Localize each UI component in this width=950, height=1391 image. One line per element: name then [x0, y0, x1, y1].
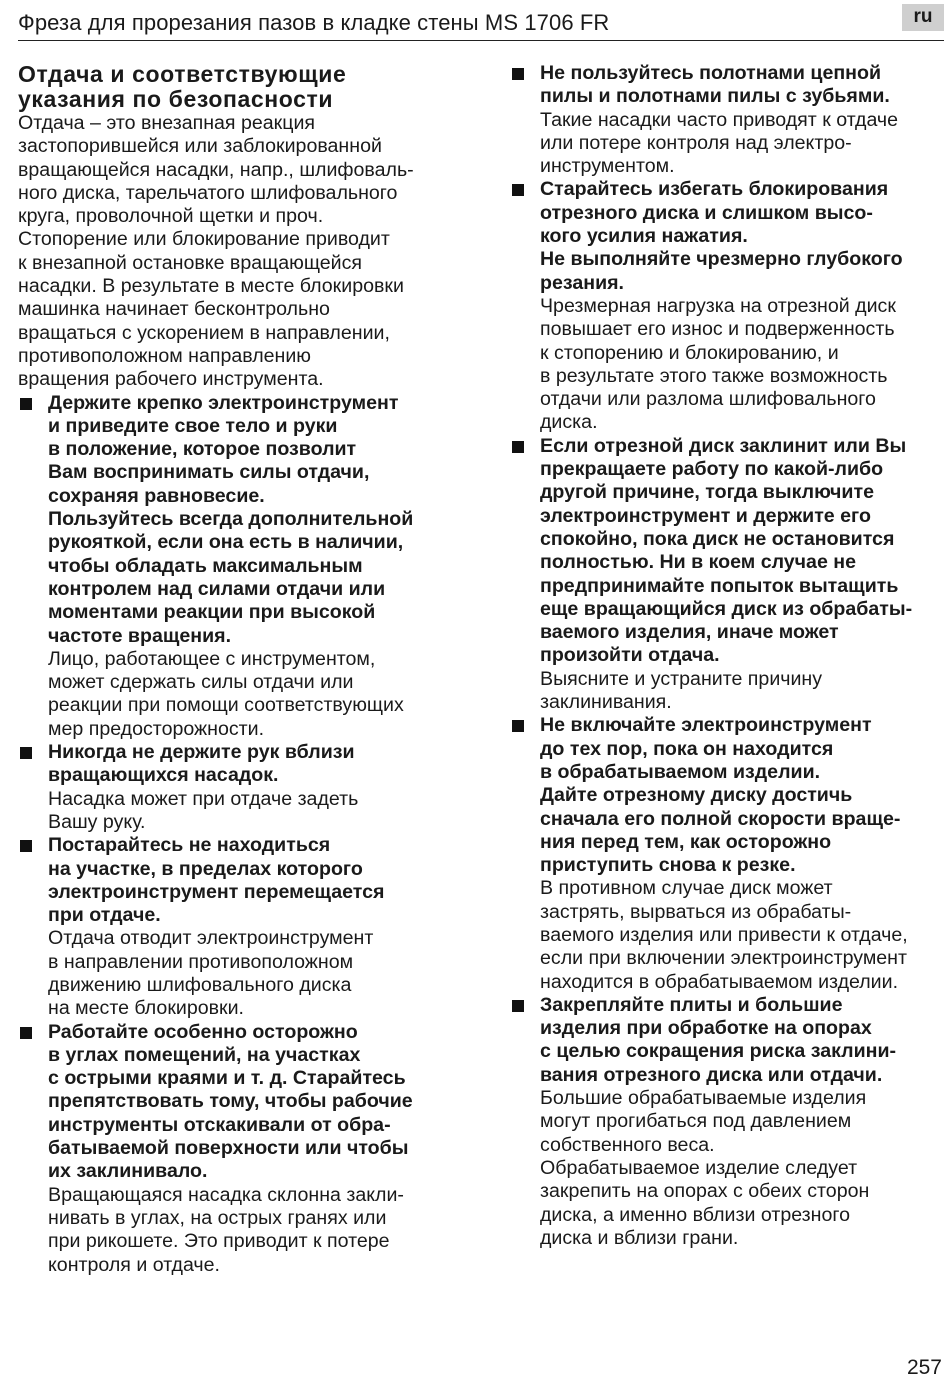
warning-line: пилы и полотнами пилы с зубьями.: [540, 85, 890, 108]
square-bullet-icon: [20, 747, 32, 759]
warning-line: прекращаете работу по какой-либо: [540, 458, 884, 481]
explanation-line: в результате этого также возможность: [540, 364, 888, 387]
warning-line: до тех пор, пока он находится: [540, 737, 834, 760]
safety-item: [510, 994, 948, 1250]
explanation-line: в направлении противоположном: [48, 950, 354, 973]
explanation-line: может сдержать силы отдачи или: [48, 671, 354, 694]
warning-line: Если отрезной диск заклинит или Вы: [540, 434, 907, 457]
warning-line: с острыми краями и т. д. Старайтесь: [48, 1067, 406, 1090]
warning-line: Вам воспринимать силы отдачи,: [48, 461, 370, 484]
warning-line: препятствовать тому, чтобы рабочие: [48, 1090, 413, 1113]
section-title-line: Отдача и соответствующие: [18, 61, 347, 87]
explanation-line: отдачи или разлома шлифовального: [540, 388, 876, 411]
explanation-line: инструментом.: [540, 155, 675, 178]
explanation-line: мер предосторожности.: [48, 717, 265, 740]
warning-line: Постарайтесь не находиться: [48, 834, 331, 857]
explanation-line: реакции при помощи соответствующих: [48, 694, 404, 717]
warning-line: их заклинивало.: [48, 1160, 208, 1183]
warning-line: электроинструмент и держите его: [540, 504, 871, 527]
explanation-line: могут прогибаться под давлением: [540, 1110, 852, 1133]
intro-line: к внезапной остановке вращающейся: [18, 251, 362, 274]
explanation-line: повышает его износ и подверженность: [540, 318, 895, 341]
explanation-line: диска и вблизи грани.: [540, 1226, 739, 1249]
header-title: Фреза для прорезания пазов в кладке стены MS 1706 FR: [18, 10, 610, 35]
warning-line: сначала его полной скорости враще-: [540, 807, 901, 830]
explanation-line: Выясните и устраните причину: [540, 667, 823, 690]
explanation-line: движению шлифовального диска: [48, 973, 352, 996]
warning-line: еще вращающийся диск из обрабаты-: [540, 597, 913, 620]
section-title: [18, 62, 458, 112]
explanation-line: закрепить на опорах с обеих сторон: [540, 1180, 870, 1203]
intro-paragraph: [18, 112, 458, 392]
safety-item: [18, 392, 458, 741]
explanation-line: нивать в углах, на острых гранях или: [48, 1206, 387, 1229]
warning-line: с целью сокращения риска заклини-: [540, 1040, 897, 1063]
warning-line: другой причине, тогда выключите: [540, 481, 874, 504]
square-bullet-icon: [512, 1000, 524, 1012]
explanation-line: Вращающаяся насадка склонна закли-: [48, 1183, 404, 1206]
warning-line: резания.: [540, 271, 625, 294]
warning-line: Закрепляйте плиты и большие: [540, 993, 843, 1016]
right-safety-list: [510, 62, 948, 1250]
explanation-line: заклинивания.: [540, 691, 672, 714]
warning-line: в обрабатываемом изделии.: [540, 760, 821, 783]
intro-line: вращающейся насадки, напр., шлифоваль-: [18, 158, 414, 181]
explanation-line: Большие обрабатываемые изделия: [540, 1087, 867, 1110]
warning-line: Не выполняйте чрезмерно глубокого: [540, 248, 903, 271]
safety-item: [18, 1021, 458, 1277]
section-title-line: указания по безопасности: [18, 86, 334, 112]
warning-line: спокойно, пока диск не остановится: [540, 527, 895, 550]
explanation-line: Чрезмерная нагрузка на отрезной диск: [540, 294, 896, 317]
left-safety-list: [18, 392, 458, 1277]
warning-line: и приведите свое тело и руки: [48, 414, 338, 437]
warning-line: вания отрезного диска или отдачи.: [540, 1063, 883, 1086]
explanation-line: ваемого изделия или привести к отдаче,: [540, 923, 908, 946]
page-header: [18, 0, 944, 41]
warning-line: на участке, в пределах которого: [48, 857, 363, 880]
square-bullet-icon: [20, 1027, 32, 1039]
warning-line: при отдаче.: [48, 904, 161, 927]
intro-line: застопорившейся или заблокированной: [18, 135, 382, 158]
safety-item: [510, 178, 948, 434]
warning-line: электроинструмент перемещается: [48, 880, 385, 903]
square-bullet-icon: [20, 840, 32, 852]
warning-line: батываемой поверхности или чтобы: [48, 1137, 409, 1160]
warning-line: сохраняя равновесие.: [48, 484, 265, 507]
warning-line: Старайтесь избегать блокирования: [540, 178, 889, 201]
explanation-line: при рикошете. Это приводит к потере: [48, 1230, 390, 1253]
intro-line: Отдача – это внезапная реакция: [18, 112, 316, 134]
warning-line: чтобы обладать максимальным: [48, 554, 363, 577]
square-bullet-icon: [512, 720, 524, 732]
explanation-line: диска.: [540, 411, 598, 434]
explanation-line: находится в обрабатываемом изделии.: [540, 970, 899, 993]
warning-line: приступить снова к резке.: [540, 854, 796, 877]
warning-line: моментами реакции при высокой: [48, 601, 376, 624]
intro-line: насадки. В результате в месте блокировки: [18, 275, 404, 298]
warning-line: Никогда не держите рук вблизи: [48, 741, 355, 764]
explanation-line: Вашу руку.: [48, 810, 146, 833]
safety-item: [510, 62, 948, 178]
left-column: [18, 62, 458, 1277]
warning-line: вращающихся насадок.: [48, 764, 279, 787]
safety-item: [510, 714, 948, 994]
warning-line: Держите крепко электроинструмент: [48, 391, 399, 414]
explanation-line: Такие насадки часто приводят к отдаче: [540, 108, 899, 131]
intro-line: Стопорение или блокирование приводит: [18, 228, 390, 251]
explanation-line: собственного веса.: [540, 1133, 715, 1156]
square-bullet-icon: [512, 184, 524, 196]
intro-line: ного диска, тарельчатого шлифовального: [18, 181, 398, 204]
explanation-line: если при включении электроинструмент: [540, 947, 907, 970]
warning-line: ваемого изделия, иначе может: [540, 621, 839, 644]
explanation-line: к стопорению и блокированию, и: [540, 341, 839, 364]
warning-line: Пользуйтесь всегда дополнительной: [48, 508, 414, 531]
safety-item: [18, 741, 458, 834]
safety-item: [510, 435, 948, 715]
warning-line: контролем над силами отдачи или: [48, 577, 386, 600]
explanation-line: или потере контроля над электро-: [540, 131, 852, 154]
language-badge: ru: [902, 4, 944, 31]
explanation-line: застрять, вырваться из обрабаты-: [540, 900, 852, 923]
explanation-line: на месте блокировки.: [48, 997, 244, 1020]
warning-line: Дайте отрезному диску достичь: [540, 784, 853, 807]
warning-line: Не включайте электроинструмент: [540, 714, 872, 737]
warning-line: кого усилия нажатия.: [540, 225, 748, 248]
page-number: 257: [906, 1356, 942, 1379]
warning-line: Не пользуйтесь полотнами цепной: [540, 62, 882, 84]
explanation-line: Обрабатываемое изделие следует: [540, 1156, 858, 1179]
explanation-line: Насадка может при отдаче задеть: [48, 787, 359, 810]
warning-line: ния перед тем, как осторожно: [540, 830, 832, 853]
intro-line: противоположном направлению: [18, 344, 311, 367]
explanation-line: Лицо, работающее с инструментом,: [48, 647, 376, 670]
warning-line: полностью. Ни в коем случае не: [540, 551, 857, 574]
warning-line: в положение, которое позволит: [48, 438, 357, 461]
square-bullet-icon: [20, 398, 32, 410]
explanation-line: контроля и отдаче.: [48, 1253, 220, 1276]
explanation-line: диска, а именно вблизи отрезного: [540, 1203, 850, 1226]
warning-line: отрезного диска и слишком высо-: [540, 201, 873, 224]
warning-line: изделия при обработке на опорах: [540, 1017, 872, 1040]
warning-line: частоте вращения.: [48, 624, 232, 647]
explanation-line: Отдача отводит электроинструмент: [48, 927, 374, 950]
square-bullet-icon: [512, 441, 524, 453]
intro-line: вращаться с ускорением в направлении,: [18, 321, 390, 344]
warning-line: произойти отдача.: [540, 644, 720, 667]
warning-line: инструменты отскакивали от обра-: [48, 1113, 391, 1136]
warning-line: Работайте особенно осторожно: [48, 1020, 358, 1043]
safety-item: [18, 834, 458, 1020]
explanation-line: В противном случае диск может: [540, 877, 833, 900]
intro-line: круга, проволочной щетки и проч.: [18, 205, 324, 228]
square-bullet-icon: [512, 68, 524, 80]
intro-line: машинка начинает бесконтрольно: [18, 298, 330, 321]
warning-line: в углах помещений, на участках: [48, 1043, 361, 1066]
warning-line: рукояткой, если она есть в наличии,: [48, 531, 404, 554]
intro-line: вращения рабочего инструмента.: [18, 368, 324, 391]
warning-line: предпринимайте попыток вытащить: [540, 574, 899, 597]
right-column: [510, 62, 948, 1250]
